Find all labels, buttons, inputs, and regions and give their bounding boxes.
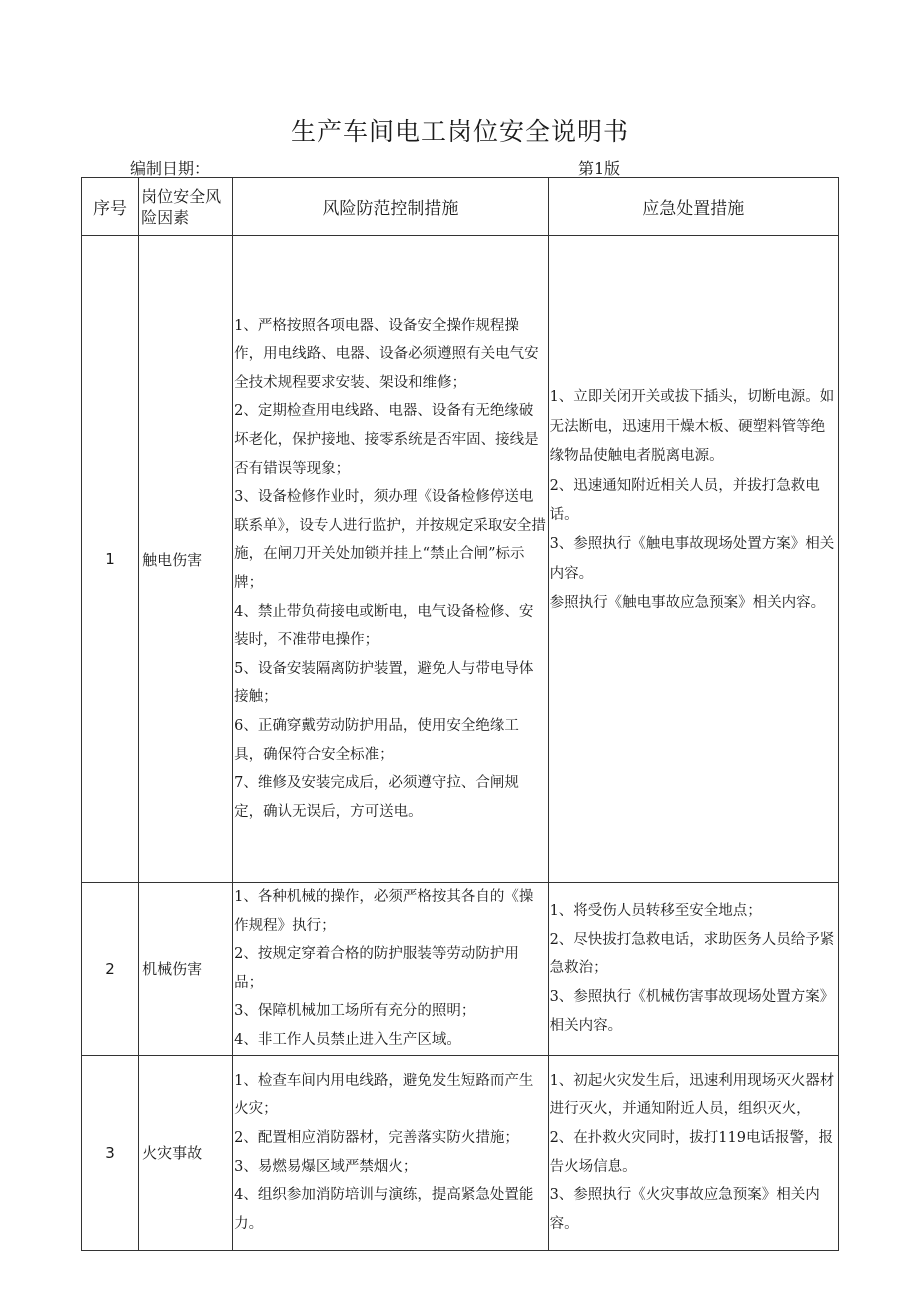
table-row bbox=[82, 883, 839, 1056]
prevention-item: 3、易燃易爆区域严禁烟火； bbox=[234, 1158, 418, 1175]
prevention-item: 4、非工作人员禁止进入生产区域。 bbox=[234, 1031, 461, 1048]
emergency-cell bbox=[548, 883, 838, 1056]
row-seq: 3 bbox=[82, 1055, 139, 1250]
version-label: 第1版 bbox=[578, 159, 621, 178]
prevention-item: 2、定期检查用电线路、电器、设备有无绝缘破坏老化，保护接地、接零系统是否牢固、接线是否有错误等现象； bbox=[234, 403, 539, 477]
emergency-item: 3、参照执行《触电事故现场处置方案》相关内容。 bbox=[549, 536, 835, 582]
row-seq: 1 bbox=[82, 236, 139, 883]
emergency-item: 2、在扑救火灾同时，拔打119电话报警，报告火场信息。 bbox=[549, 1129, 833, 1175]
prevention-cell bbox=[233, 883, 548, 1056]
prevention-item: 1、检查车间内用电线路，避免发生短路而产生火灾； bbox=[234, 1072, 534, 1118]
header-seq: 序号 bbox=[82, 178, 139, 236]
prevention-cell bbox=[233, 236, 548, 883]
header-risk-factor: 岗位安全风险因素 bbox=[139, 178, 233, 236]
prevention-item: 5、设备安装隔离防护装置，避免人与带电导体接触； bbox=[234, 660, 534, 706]
compile-date-label: 编制日期： bbox=[130, 159, 211, 178]
header-emergency: 应急处置措施 bbox=[548, 178, 838, 236]
document-title: 生产车间电工岗位安全说明书 bbox=[290, 117, 629, 146]
table-header-row bbox=[82, 178, 839, 236]
row-risk-factor: 机械伤害 bbox=[139, 883, 233, 1056]
header-prevention: 风险防范控制措施 bbox=[233, 178, 548, 236]
emergency-item: 3、参照执行《火灾事故应急预案》相关内容。 bbox=[549, 1187, 820, 1232]
emergency-cell bbox=[548, 236, 838, 883]
emergency-item: 2、尽快拔打急救电话，求助医务人员给予紧急救治； bbox=[549, 931, 835, 977]
prevention-item: 3、保障机械加工场所有充分的照明； bbox=[234, 1003, 476, 1020]
prevention-item: 3、设备检修作业时，须办理《设备检修停送电联系单》，设专人进行监护，并按规定采取安全措施，在闸刀开关处加锁并挂上“禁止合闸”标示牌； bbox=[234, 489, 546, 591]
prevention-cell bbox=[233, 1055, 548, 1250]
table-row bbox=[82, 1055, 839, 1250]
emergency-cell bbox=[548, 1055, 838, 1250]
prevention-item: 1、严格按照各项电器、设备安全操作规程操作，用电线路、电器、设备必须遵照有关电气安全技术规程要求安装、架设和维修； bbox=[234, 317, 539, 391]
row-risk-factor: 触电伤害 bbox=[139, 236, 233, 883]
prevention-item: 7、维修及安装完成后，必须遵守拉、合闸规定，确认无误后，方可送电。 bbox=[234, 775, 519, 820]
emergency-item: 2、迅速通知附近相关人员，并拔打急救电话。 bbox=[549, 477, 820, 523]
row-risk-factor: 火灾事故 bbox=[139, 1055, 233, 1250]
safety-table bbox=[81, 177, 839, 1251]
row-seq: 2 bbox=[82, 883, 139, 1056]
prevention-item: 1、各种机械的操作，必须严格按其各自的《操作规程》执行； bbox=[234, 889, 534, 934]
prevention-item: 2、配置相应消防器材，完善落实防火措施； bbox=[234, 1129, 519, 1146]
emergency-item: 1、立即关闭开关或拔下插头，切断电源。如无法断电，迅速用干燥木板、硬塑料管等绝缘物品使触电者脱离电源。 bbox=[549, 389, 835, 465]
emergency-item: 1、初起火灾发生后，迅速利用现场灭火器材进行灭火，并通知附近人员，组织灭火， bbox=[549, 1072, 835, 1118]
emergency-item: 1、将受伤人员转移至安全地点； bbox=[549, 903, 762, 920]
emergency-item: 参照执行《触电事故应急预案》相关内容。 bbox=[549, 595, 826, 612]
prevention-item: 2、按规定穿着合格的防护服装等劳动防护用品； bbox=[234, 946, 519, 991]
prevention-item: 4、组织参加消防培训与演练，提高紧急处置能力。 bbox=[234, 1187, 534, 1232]
prevention-item: 4、禁止带负荷接电或断电，电气设备检修、安装时，不准带电操作； bbox=[234, 603, 534, 649]
prevention-item: 6、正确穿戴劳动防护用品，使用安全绝缘工具，确保符合安全标准； bbox=[234, 717, 519, 763]
emergency-item: 3、参照执行《机械伤害事故现场处置方案》相关内容。 bbox=[549, 989, 835, 1034]
table-row bbox=[82, 236, 839, 883]
